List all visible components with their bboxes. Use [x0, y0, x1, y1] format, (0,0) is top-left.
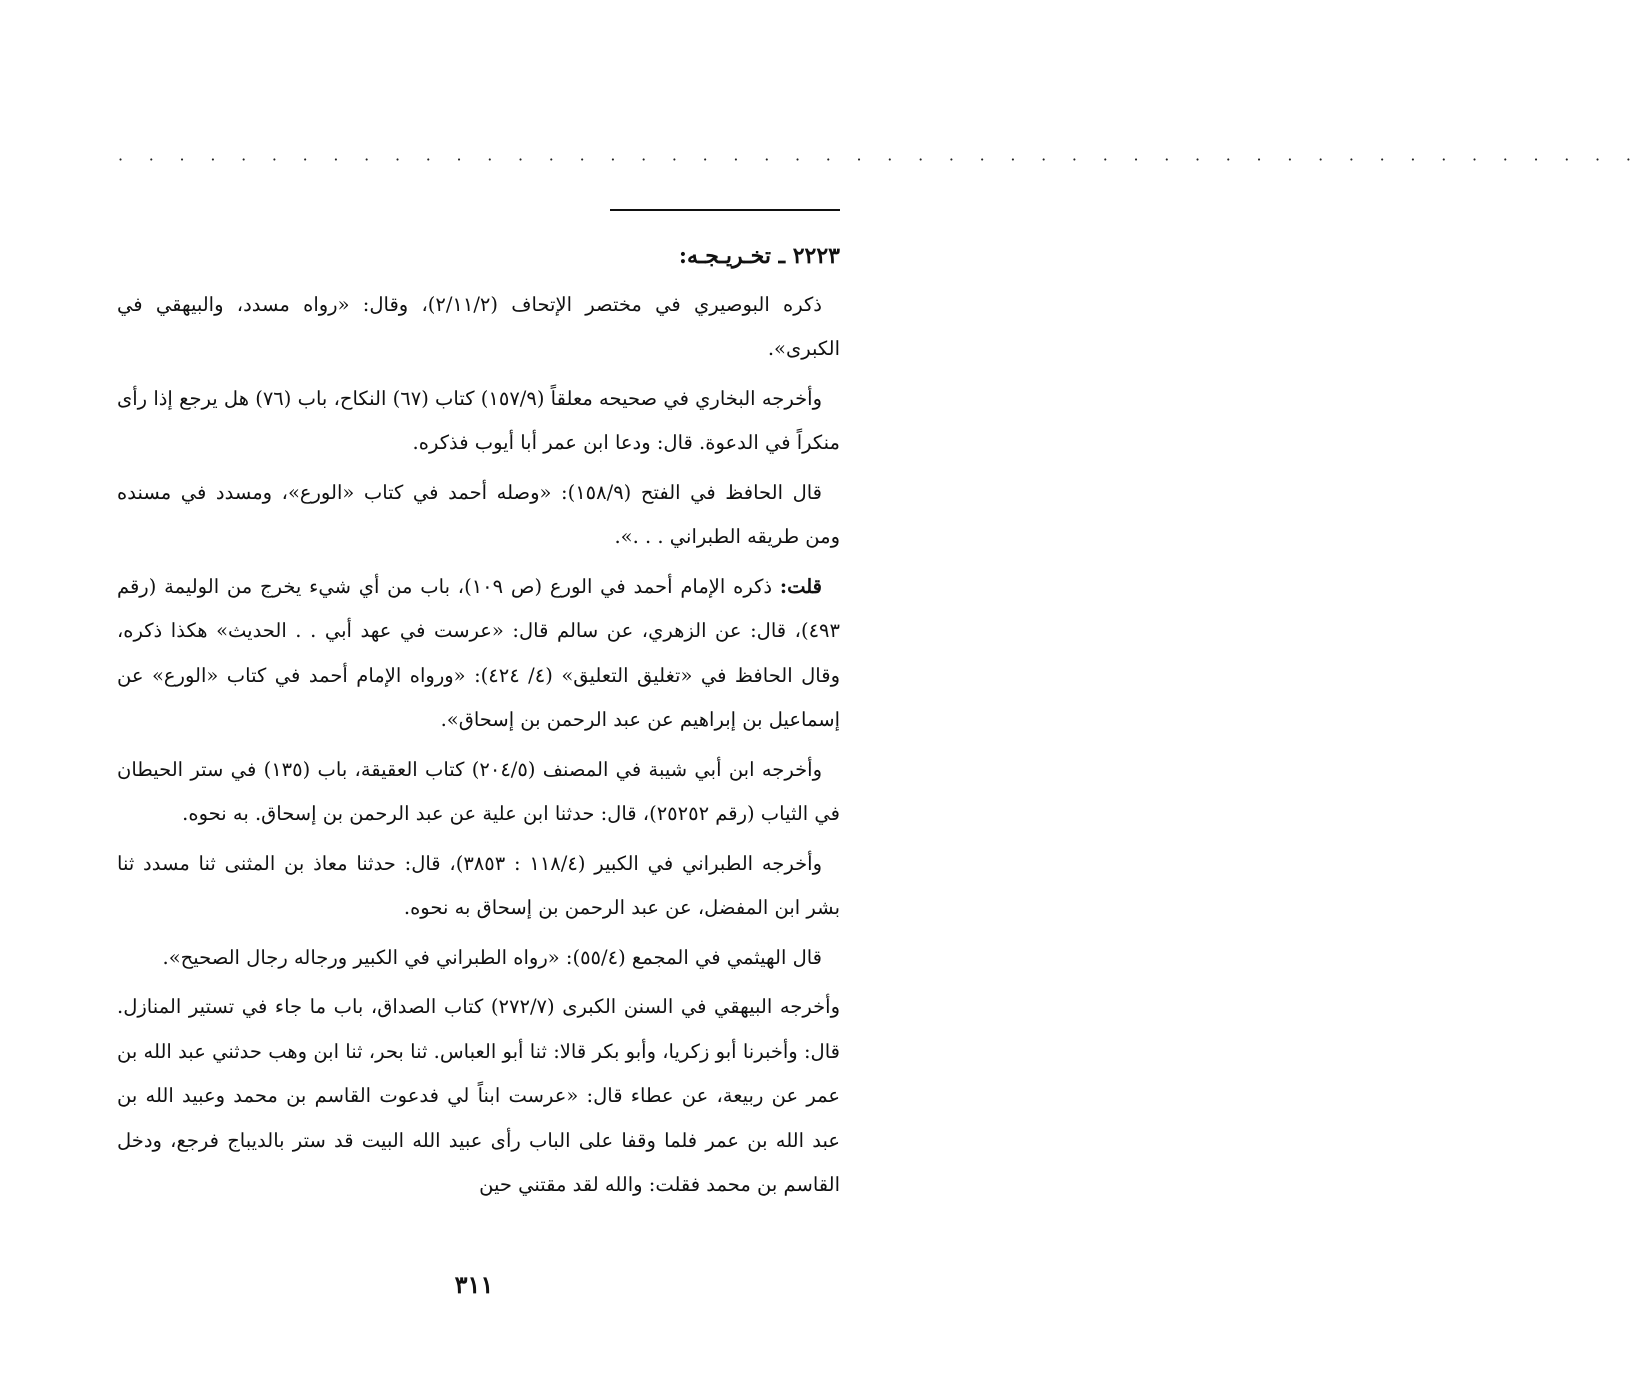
paragraph-text: وأخرجه البخاري في صحيحه معلقاً (١٥٧/٩) كتاب (٦٧) النكاح، باب (٧٦) هل يرجع إذا رأى منكراً في الدعوة. قال: ودعا ابن عمر أبا أيوب فذكره. [117, 386, 840, 454]
dotted-divider: · · · · · · · · · · · · · · · · · · · · · · · · · · · · · · · · · · · · · · · · · · · · · · · · · · [118, 150, 1641, 169]
paragraph-8 [117, 985, 840, 1208]
paragraph-3 [117, 471, 840, 560]
paragraph-text: ذكره الإمام أحمد في الورع (ص ١٠٩)، باب من أي شيء يخرج من الوليمة (رقم ٤٩٣)، قال: عن الزهري، عن سالم قال: «عرست في عهد أبي . . الحديث» هكذا ذكره، وقال الحافظ في «تغليق التعليق» (٤/ ٤٢٤): «ورواه الإمام أحمد في كتاب «الورع» عن إسماعيل بن إبراهيم عن عبد الرحمن بن إسحاق». [117, 574, 840, 731]
page-number: ٣١١ [454, 1270, 494, 1299]
paragraph-6 [117, 842, 840, 931]
section-rule [610, 209, 840, 211]
paragraph-text: قال الحافظ في الفتح (١٥٨/٩): «وصله أحمد في كتاب «الورع»، ومسدد في مسنده ومن طريقه الطبراني . . .». [117, 480, 840, 548]
paragraph-text: وأخرجه الطبراني في الكبير (١١٨/٤ : ٣٨٥٣)، قال: حدثنا معاذ بن المثنى ثنا مسدد ثنا بشر ابن المفضل، عن عبد الرحمن بن إسحاق به نحوه. [117, 851, 840, 919]
document-body [117, 234, 840, 1213]
paragraph-4 [117, 565, 840, 743]
paragraph-lead: قلت: [779, 574, 822, 598]
section-heading: ٢٢٢٣ ـ تخـريـجـه: [678, 243, 840, 269]
paragraph-text: وأخرجه ابن أبي شيبة في المصنف (٢٠٤/٥) كتاب العقيقة، باب (١٣٥) في ستر الحيطان في الثياب (رقم ٢٥٢٥٢)، قال: حدثنا ابن علية عن عبد الرحمن بن إسحاق. به نحوه. [117, 757, 840, 825]
paragraph-2 [117, 377, 840, 466]
paragraph-5 [117, 748, 840, 837]
paragraph-1 [117, 283, 840, 372]
paragraph-text: ذكره البوصيري في مختصر الإتحاف (٢/١١/٢)، وقال: «رواه مسدد، والبيهقي في الكبرى». [117, 292, 840, 360]
paragraph-7 [117, 936, 840, 981]
paragraph-text: قال الهيثمي في المجمع (٥٥/٤): «رواه الطبراني في الكبير ورجاله رجال الصحيح». [162, 945, 822, 969]
paragraph-text: وأخرجه البيهقي في السنن الكبرى (٢٧٢/٧) كتاب الصداق، باب ما جاء في تستير المنازل. قال: وأخبرنا أبو زكريا، وأبو بكر قالا: ثنا أبو العباس. ثنا بحر، ثنا ابن وهب حدثني عبد الله بن عمر عن ربيعة، عن عطاء قال: «عرست ابناً لي فدعوت القاسم بن محمد وعبيد الله بن عبد الله بن عمر فلما وقفا على الباب رأى عبيد الله البيت قد ستر بالديباج فرجع، ودخل القاسم بن محمد فقلت: والله لقد مقتني حين [117, 995, 840, 1196]
